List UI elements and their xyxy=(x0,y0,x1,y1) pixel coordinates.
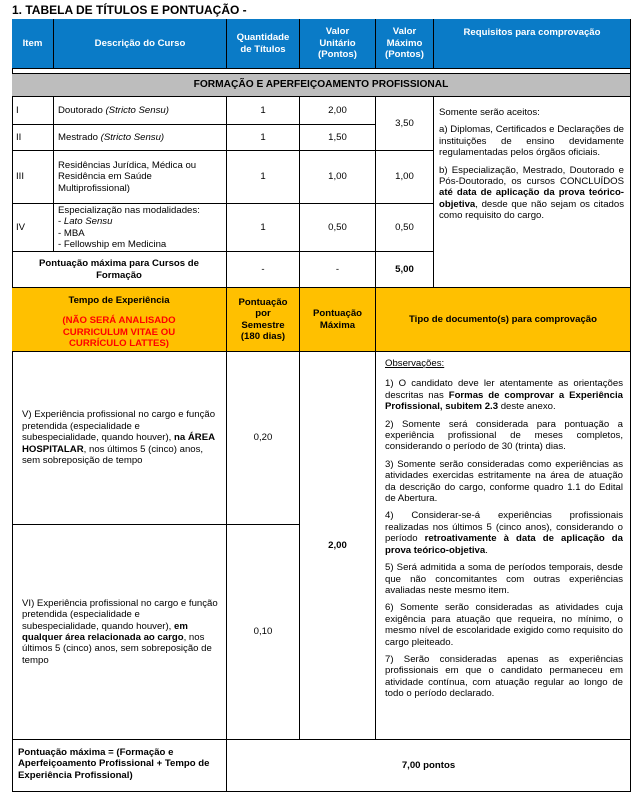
row-i-unit: 2,00 xyxy=(300,97,376,125)
row-ii-unit: 1,50 xyxy=(300,125,376,151)
total-label: Pontuação máxima = (Formação e Aperfeiçoamento Profissional + Tempo de Experiência Profissional) xyxy=(12,740,227,792)
header-requisitos: Requisitos para comprovação xyxy=(434,19,631,69)
pont-max-formacao-unit: - xyxy=(300,252,376,288)
obs-3: 3) Somente serão consideradas como experiências as atividades exercidas estritamente na área de atuação da descrição do cargo, conforme quadro 1.1 do Edital de Abertura. xyxy=(385,458,623,505)
row-i-desc-italic: (Stricto Sensu) xyxy=(105,104,169,116)
obs-7: 7) Serão consideradas apenas as experiências profissionais em que o candidato permaneceu em atividade contínua, com atuação regular ao longo de todo o período declarado. xyxy=(385,653,623,700)
obs-4: 4) Considerar-se-á experiências profissionais realizadas nos últimos 5 (cinco anos), considerando o período retroativamente à data de aplicação da prova teórico-objetiva. xyxy=(385,510,623,556)
page-title: 1. TABELA DE TÍTULOS E PONTUAÇÃO - xyxy=(12,3,247,17)
row-i-item: I xyxy=(12,97,54,125)
row-iii-unit: 1,00 xyxy=(300,151,376,204)
exp-header-tipo-doc: Tipo de documento(s) para comprovação xyxy=(376,288,631,352)
pont-max-formacao-qtd: - xyxy=(227,252,300,288)
exp-row-v-text: V) Experiência profissional no cargo e função pretendida (especialidade e subespecialidade, quando houver), na ÁREA HOSPITALAR, nos últimos 5 (cinco) anos, sem sobreposição de tempo xyxy=(22,409,216,467)
row-iv-list-lato: - Lato Sensu xyxy=(58,216,113,228)
row-ii-desc-italic: (Stricto Sensu) xyxy=(100,131,165,143)
header-valor-unitario: Valor Unitário (Pontos) xyxy=(300,19,376,69)
row-iii-qtd: 1 xyxy=(227,151,300,204)
exp-header-maxima: Pontuação Máxima xyxy=(300,288,376,352)
row-ii-item: II xyxy=(12,125,54,151)
row-i-qtd: 1 xyxy=(227,97,300,125)
observacoes-cell xyxy=(376,352,631,740)
header-item: Item xyxy=(12,19,54,69)
row-i-ii-max: 3,50 xyxy=(376,97,434,151)
row-iv-desc xyxy=(54,204,227,252)
row-i-desc xyxy=(54,97,227,125)
obs-title: Observações: xyxy=(385,358,445,369)
requisitos-cell xyxy=(434,97,631,288)
row-iv-item: IV xyxy=(12,204,54,252)
pont-max-formacao-label: Pontuação máxima para Cursos de Formação xyxy=(12,252,227,288)
row-iv-unit: 0,50 xyxy=(300,204,376,252)
obs-2: 2) Somente será considerada para pontuação a experiência profissional de meses completos, considerando o período de 30 (trinta) dias. xyxy=(385,418,623,453)
total-value: 7,00 pontos xyxy=(227,740,631,792)
obs-1: 1) O candidato deve ler atentamente as orientações descritas nas Formas de comprovar a Experiência Profissional, subitem 2.3 deste anexo. xyxy=(385,378,623,413)
exp-row-v-desc xyxy=(12,352,227,525)
row-iv-list-fellowship: - Fellowship em Medicina xyxy=(58,239,167,251)
req-p2: a) Diplomas, Certificados e Declarações de instituições de ensino devidamente regulamentadas pelos órgãos oficiais. xyxy=(439,124,624,159)
row-i-desc-text: Doutorado xyxy=(58,104,103,116)
exp-row-vi-desc xyxy=(12,525,227,740)
req-p3: b) Especialização, Mestrado, Doutorado e Pós-Doutorado, os cursos CONCLUÍDOS até data de aplicação da prova teórico-objetiva, desde que não sejam os citados como requisito do cargo. xyxy=(439,164,624,222)
pont-max-formacao-max: 5,00 xyxy=(376,252,434,288)
row-iv-desc-text: Especialização nas modalidades: xyxy=(58,205,200,216)
exp-max-value: 2,00 xyxy=(300,352,376,740)
header-descricao: Descrição do Curso xyxy=(54,19,227,69)
row-iii-item: III xyxy=(12,151,54,204)
exp-row-vi-text: VI) Experiência profissional no cargo e função pretendida (especialidade e subespecialidade, quando houver), em qualquer área relacionada ao cargo, nos últimos 5 (cinco) anos, sem sobreposição de tempo xyxy=(22,597,218,666)
row-iv-qtd: 1 xyxy=(227,204,300,252)
row-ii-desc-text: Mestrado xyxy=(58,131,98,143)
row-iii-max: 1,00 xyxy=(376,151,434,204)
exp-row-v-value: 0,20 xyxy=(227,352,300,525)
row-iii-desc: Residências Jurídica, Médica ou Residência em Saúde Multiprofissional) xyxy=(54,151,227,204)
row-ii-desc xyxy=(54,125,227,151)
exp-header-aviso: (NÃO SERÁ ANALISADO CURRICULUM VITAE OU CURRÍCULO LATTES) xyxy=(62,315,176,350)
exp-row-vi-value: 0,10 xyxy=(227,525,300,740)
row-iv-list-mba: - MBA xyxy=(58,227,85,239)
obs-5: 5) Será admitida a soma de períodos temporais, desde que não concomitantes com outras experiências avaliadas neste mesmo item. xyxy=(385,562,623,596)
row-iv-max: 0,50 xyxy=(376,204,434,252)
header-valor-maximo: Valor Máximo (Pontos) xyxy=(376,19,434,69)
exp-header-tempo xyxy=(12,288,227,352)
exp-header-tempo-title: Tempo de Experiência xyxy=(68,295,170,306)
obs-6: 6) Somente serão consideradas as atividades cuja exigência para atuação que requeira, no mínimo, o mesmo nível de escolaridade exigido como requisito do cargo pleiteado. xyxy=(385,602,623,648)
exp-header-semestre: Pontuação por Semestre (180 dias) xyxy=(227,288,300,352)
section-formacao: FORMAÇÃO E APERFEIÇOAMENTO PROFISSIONAL xyxy=(12,74,631,97)
req-p1: Somente serão aceitos: xyxy=(439,107,540,118)
row-ii-qtd: 1 xyxy=(227,125,300,151)
header-quantidade: Quantidade de Títulos xyxy=(227,19,300,69)
